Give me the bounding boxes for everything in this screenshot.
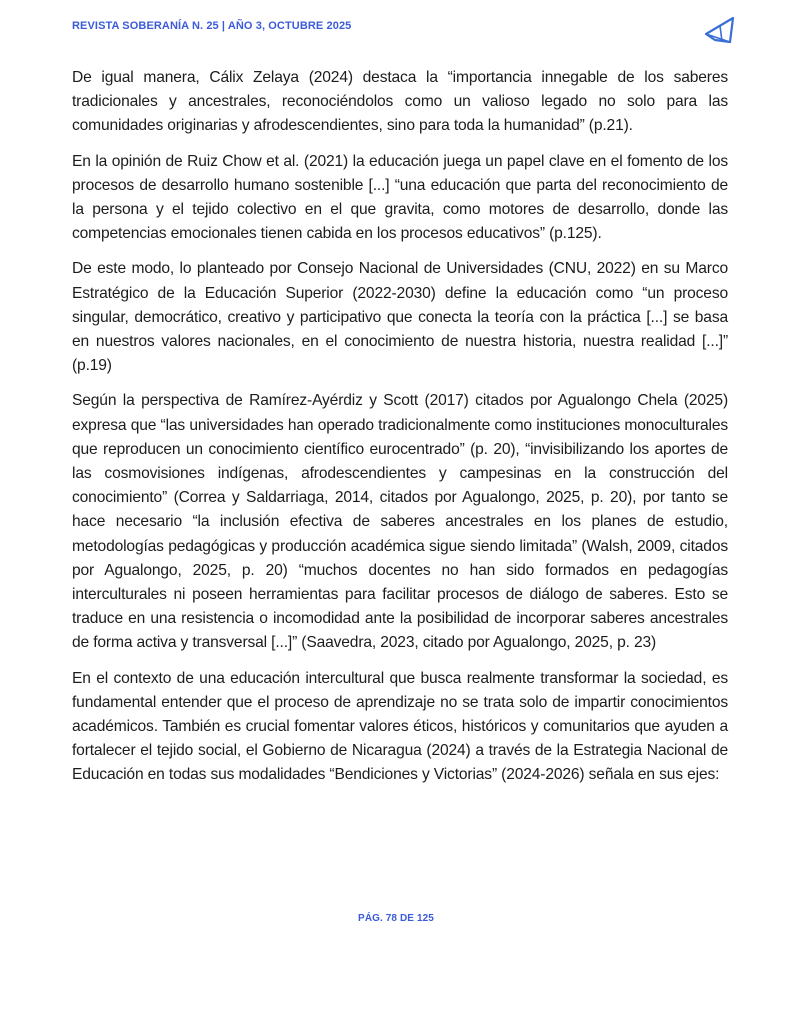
paragraph-educacion-intercultural: En el contexto de una educación intercultural que busca realmente transformar la sociedad, es fundamental entender que el proceso de aprendizaje no se trata solo de impartir conocimientos académicos. También es crucial fomentar valores éticos, históricos y comunitarios que ayuden a fortalecer el tejido social, el Gobierno de Nicaragua (2024) a través de la Estrategia Nacional de Educación en todas sus modalidades “Bendiciones y Victorias” (2024-2026) señala en sus ejes:	[72, 669, 728, 784]
article-body	[72, 66, 728, 799]
page-header	[72, 18, 732, 48]
page-number: PÁG. 78 DE 125	[358, 913, 434, 924]
paragraph-calix-zelaya: De igual manera, Cálix Zelaya (2024) destaca la “importancia innegable de los saberes tradicionales y ancestrales, reconociéndolos como un valioso legado no solo para las comunidades originarias y afrodescendientes, sino para toda la humanidad” (p.21).	[72, 69, 728, 135]
journal-header-title: REVISTA SOBERANÍA N. 25 | AÑO 3, OCTUBRE 2025	[72, 20, 352, 32]
journal-logo-icon	[702, 14, 738, 46]
paragraph-cnu: De este modo, lo planteado por Consejo Nacional de Universidades (CNU, 2022) en su Marco Estratégico de la Educación Superior (2022-2030) define la educación como “un proceso singular, democrático, creativo y participativo que conecta la teoría con la práctica [...] se basa en nuestros valores nacionales, en el conocimiento de nuestra historia, nuestra realidad [...]” (p.19)	[72, 260, 728, 375]
paragraph-ruiz-chow: En la opinión de Ruiz Chow et al. (2021) la educación juega un papel clave en el fomento de los procesos de desarrollo humano sostenible [...] “una educación que parta del reconocimiento de la persona y el tejido colectivo en el que gravita, como motores de desarrollo, donde las competencias emocionales tienen cabida en los procesos educativos” (p.125).	[72, 152, 728, 243]
paragraph-ramirez-ayerdiz: Según la perspectiva de Ramírez-Ayérdiz y Scott (2017) citados por Agualongo Chela (2025) expresa que “las universidades han operado tradicionalmente como instituciones monoculturales que reproducen un conocimiento científico eurocentrado” (p. 20), “invisibilizando los aportes de las cosmovisiones indígenas, afrodescendientes y campesinas en la construcción del conocimiento” (Correa y Saldarriaga, 2014, citados por Agualongo, 2025, p. 20), por tanto se hace necesario “la inclusión efectiva de saberes ancestrales en los planes de estudio, metodologías pedagógicas y producción académica sigue siendo limitada” (Walsh, 2009, citados por Agualongo, 2025, p. 20) “muchos docentes no han sido formados en pedagogías interculturales ni poseen herramientas para facilitar procesos de diálogo de saberes. Esto se traduce en una resistencia o incomodidad ante la posibilidad de incorporar saberes ancestrales de forma activa y transversal [...]” (Saavedra, 2023, citado por Agualongo, 2025, p. 23)	[72, 392, 728, 652]
